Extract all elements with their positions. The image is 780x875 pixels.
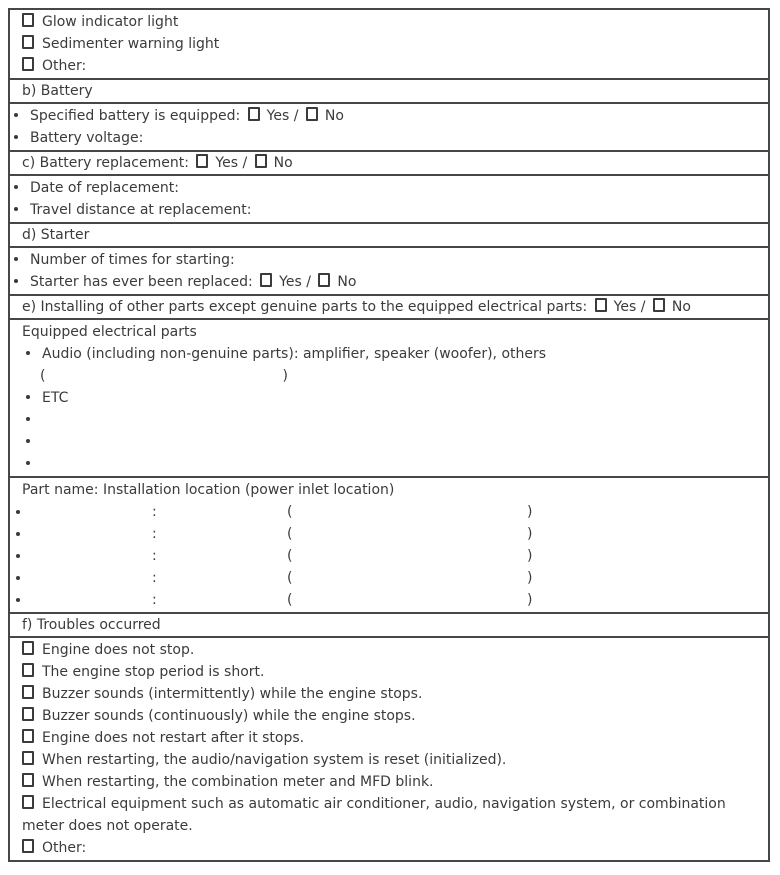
bullet-icon	[14, 207, 18, 211]
section-c-header	[10, 152, 768, 176]
bullet-item-label: Travel distance at replacement:	[30, 202, 252, 218]
paren-close: )	[527, 570, 533, 586]
section-b-items	[10, 104, 768, 152]
bullet-icon	[16, 554, 20, 558]
bullet-item-number-of-times	[14, 249, 756, 271]
checkbox-item-engine-not-restart	[22, 727, 756, 749]
colon-separator: :	[152, 570, 157, 586]
part-name-fill-row[interactable]	[10, 501, 768, 523]
bullet-icon	[26, 395, 30, 399]
yes-checkbox-icon[interactable]	[196, 154, 208, 168]
bullet-icon	[14, 113, 18, 117]
bullet-icon	[26, 439, 30, 443]
yes-checkbox-icon[interactable]	[260, 273, 272, 287]
bullet-item-label: ETC	[42, 390, 69, 406]
bullet-icon	[16, 576, 20, 580]
no-checkbox-icon[interactable]	[653, 298, 665, 312]
paren-open: (	[287, 526, 293, 542]
yes-checkbox-icon[interactable]	[248, 107, 260, 121]
bullet-icon	[14, 185, 18, 189]
bullet-icon	[16, 532, 20, 536]
bullet-icon	[14, 279, 18, 283]
bullet-item-label: Battery voltage:	[30, 130, 144, 146]
yes-checkbox-icon[interactable]	[595, 298, 607, 312]
part-name-fill-row[interactable]	[10, 567, 768, 589]
bullet-item-date-of-replacement	[14, 177, 756, 199]
colon-separator: :	[152, 592, 157, 608]
checkbox-icon[interactable]	[22, 729, 34, 743]
section-d-items	[10, 248, 768, 296]
bullet-item-etc	[22, 387, 756, 409]
checkbox-item-label: Buzzer sounds (continuously) while the engine stops.	[42, 708, 416, 724]
paren-close: )	[527, 548, 533, 564]
empty-bullet-row[interactable]	[22, 409, 756, 431]
bullet-item-specified-battery	[14, 105, 756, 127]
bullet-icon	[26, 417, 30, 421]
checkbox-item-stop-period-short	[22, 661, 756, 683]
colon-separator: :	[152, 504, 157, 520]
part-name-fill-row[interactable]	[10, 523, 768, 545]
section-d-header	[10, 224, 768, 248]
checkbox-icon[interactable]	[22, 35, 34, 49]
equipped-parts-title: Equipped electrical parts	[22, 324, 197, 340]
bullet-icon	[26, 351, 30, 355]
section-b-header	[10, 80, 768, 104]
bullet-item-label: Audio (including non-genuine parts): amplifier, speaker (woofer), others	[42, 346, 547, 362]
section-f-header	[10, 614, 768, 638]
bullet-item-travel-distance	[14, 199, 756, 221]
checkbox-icon[interactable]	[22, 685, 34, 699]
paren-close: )	[527, 526, 533, 542]
paren-open: (	[287, 504, 293, 520]
bullet-icon	[26, 461, 30, 465]
yes-label: Yes	[613, 299, 637, 315]
checkbox-item-label: Other:	[42, 840, 87, 856]
bullet-item-label: Number of times for starting:	[30, 252, 235, 268]
colon-separator: :	[152, 548, 157, 564]
section-e-header	[10, 296, 768, 320]
paren-open: (	[287, 570, 293, 586]
bullet-item-label: Starter has ever been replaced:	[30, 274, 253, 290]
checkbox-icon[interactable]	[22, 13, 34, 27]
checkbox-icon[interactable]	[22, 839, 34, 853]
checkbox-item-label: Electrical equipment such as automatic air conditioner, audio, navigation system, or combination meter does not operate.	[22, 796, 726, 834]
section-a-checkbox-list	[10, 10, 768, 80]
checkbox-item-label: Engine does not stop.	[42, 642, 195, 658]
yes-label: Yes	[266, 108, 290, 124]
section-header-label: f) Troubles occurred	[22, 617, 161, 633]
bullet-item-label: Specified battery is equipped:	[30, 108, 241, 124]
part-name-fill-row[interactable]	[10, 545, 768, 567]
section-header-label: b) Battery	[22, 83, 93, 99]
bullet-item-label: Date of replacement:	[30, 180, 179, 196]
checkbox-item-sedimenter-light	[22, 33, 756, 55]
checkbox-item-label: Glow indicator light	[42, 14, 179, 30]
part-name-header: Part name: Installation location (power inlet location)	[22, 482, 395, 498]
checkbox-item-equipment-not-operate	[22, 793, 756, 837]
no-label: No	[671, 299, 691, 315]
no-label: No	[273, 155, 293, 171]
slash-separator: /	[640, 299, 646, 315]
checkbox-icon[interactable]	[22, 773, 34, 787]
empty-bullet-row[interactable]	[22, 453, 756, 475]
no-checkbox-icon[interactable]	[255, 154, 267, 168]
paren-open: (	[40, 368, 46, 384]
checkbox-item-other	[22, 55, 756, 77]
bullet-item-starter-replaced	[14, 271, 756, 293]
checkbox-item-label: Other:	[42, 58, 87, 74]
checkbox-icon[interactable]	[22, 795, 34, 809]
checkbox-item-other-trouble	[22, 837, 756, 859]
checkbox-item-label: The engine stop period is short.	[42, 664, 265, 680]
paren-close: )	[282, 368, 288, 384]
troubles-checkbox-list	[10, 638, 768, 860]
yes-label: Yes	[279, 274, 302, 290]
paren-close: )	[527, 504, 533, 520]
no-checkbox-icon[interactable]	[306, 107, 318, 121]
colon-separator: :	[152, 526, 157, 542]
checkbox-item-engine-not-stop	[22, 639, 756, 661]
bullet-icon	[14, 135, 18, 139]
checkbox-item-audio-navigation-reset	[22, 749, 756, 771]
bullet-icon	[14, 257, 18, 261]
yes-label: Yes	[215, 155, 238, 171]
audio-fill-in-blank[interactable]	[22, 365, 756, 387]
no-label: No	[337, 274, 357, 290]
paren-open: (	[287, 592, 293, 608]
slash-separator: /	[293, 108, 299, 124]
checkbox-item-label: When restarting, the combination meter and MFD blink.	[42, 774, 434, 790]
section-header-label: d) Starter	[22, 227, 90, 243]
checkbox-item-meter-mfd-blink	[22, 771, 756, 793]
bullet-item-battery-voltage	[14, 127, 756, 149]
part-name-block	[10, 478, 768, 614]
no-label: No	[324, 108, 344, 124]
section-header-label: e) Installing of other parts except genuine parts to the equipped electrical parts:	[22, 299, 588, 315]
checkbox-icon[interactable]	[22, 707, 34, 721]
checkbox-icon[interactable]	[22, 751, 34, 765]
paren-close: )	[527, 592, 533, 608]
bullet-icon	[16, 598, 20, 602]
empty-bullet-row[interactable]	[22, 431, 756, 453]
checkbox-icon[interactable]	[22, 663, 34, 677]
checkbox-item-buzzer-intermittent	[22, 683, 756, 705]
paren-open: (	[287, 548, 293, 564]
slash-separator: /	[306, 274, 311, 290]
questionnaire-form-table	[8, 8, 770, 862]
checkbox-item-label: Engine does not restart after it stops.	[42, 730, 305, 746]
part-name-fill-row[interactable]	[10, 589, 768, 611]
section-c-items	[10, 176, 768, 224]
slash-separator: /	[242, 155, 248, 171]
equipped-electrical-parts-block	[10, 320, 768, 478]
bullet-item-audio	[22, 343, 756, 365]
checkbox-item-glow-light	[22, 11, 756, 33]
checkbox-icon[interactable]	[22, 57, 34, 71]
bullet-icon	[16, 510, 20, 514]
no-checkbox-icon[interactable]	[318, 273, 330, 287]
section-header-label: c) Battery replacement:	[22, 155, 189, 171]
checkbox-item-label: Buzzer sounds (intermittently) while the engine stops.	[42, 686, 423, 702]
checkbox-item-label: When restarting, the audio/navigation system is reset (initialized).	[42, 752, 507, 768]
checkbox-item-buzzer-continuous	[22, 705, 756, 727]
checkbox-icon[interactable]	[22, 641, 34, 655]
checkbox-item-label: Sedimenter warning light	[42, 36, 220, 52]
